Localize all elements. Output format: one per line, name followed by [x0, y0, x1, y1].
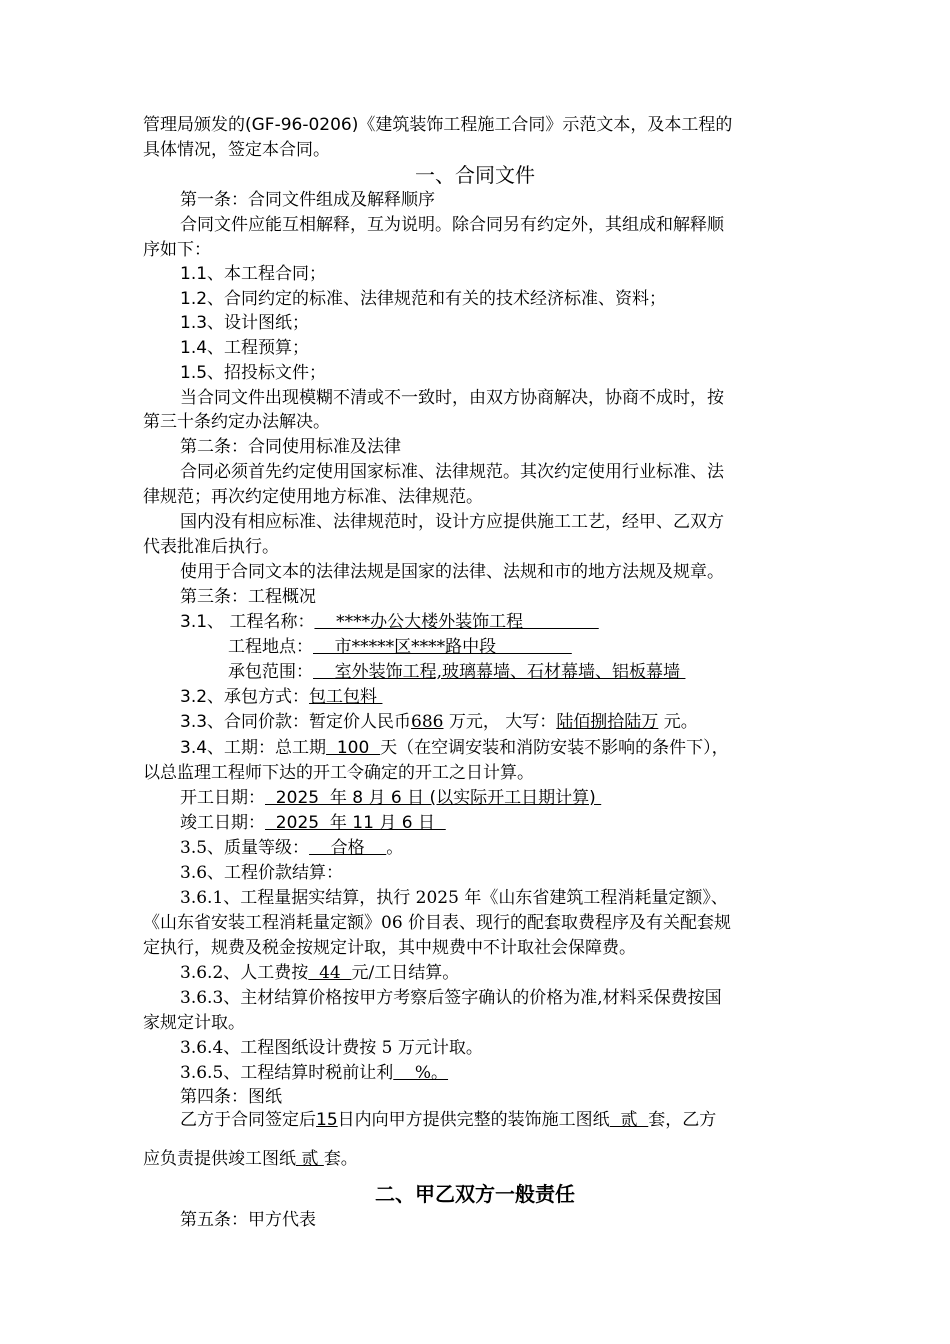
quality-value: 合格 — [309, 838, 387, 858]
article-4-line-1: 乙方于合同签定后15日内向甲方提供完整的装饰施工图纸 贰 套，乙方 — [180, 1110, 717, 1130]
article-1-title: 第一条：合同文件组成及解释顺序 — [180, 190, 435, 210]
article-1-item: 1.4、工程预算； — [180, 338, 310, 358]
discount-value: %。 — [393, 1063, 449, 1083]
settlement-1-line-3: 定执行，规费及税金按规定计取，其中规费中不计取社会保障费。 — [143, 938, 636, 958]
contract-mode-value: 包工包料 — [309, 687, 383, 707]
project-site-value: 市*****区****路中段 — [313, 637, 572, 657]
project-site-row: 工程地点： 市*****区****路中段 — [228, 637, 572, 657]
article-4-title: 第四条：图纸 — [180, 1087, 282, 1107]
settlement-3-line-2: 家规定计取。 — [143, 1013, 245, 1033]
start-date-value: 2025 年 8 月 6 日 (以实际开工日期计算) — [265, 788, 602, 808]
settlement-1-line-2: 《山东省安装工程消耗量定额》06 价目表、现行的配套取费程序及有关配套规 — [143, 913, 732, 933]
settlement-5: 3.6.5、工程结算时税前让利 %。 — [180, 1063, 449, 1083]
article-1-item: 1.2、合同约定的标准、法律规范和有关的技术经济标准、资料； — [180, 289, 667, 309]
end-date-row: 竣工日期： 2025 年 11 月 6 日 — [180, 813, 446, 833]
project-scope-value: 室外装饰工程,玻璃幕墙、石材幕墙、铝板幕墙 — [313, 662, 686, 682]
article-1-paragraph-1-line-2: 序如下： — [143, 240, 211, 260]
section-2-heading: 二、甲乙双方一般责任 — [375, 1182, 575, 1206]
quality-row: 3.5、质量等级： 合格 。 — [180, 838, 404, 858]
period-value: 100 — [326, 738, 381, 758]
period-row-line-2: 以总监理工程师下达的开工令确定的开工之日计算。 — [143, 763, 534, 783]
drawing-sets-value: 贰 — [609, 1110, 649, 1130]
article-1-paragraph-2-line-2: 第三十条约定办法解决。 — [143, 412, 330, 432]
article-1-paragraph-2-line-1: 当合同文件出现模糊不清或不一致时，由双方协商解决，协商不成时，按 — [180, 388, 724, 408]
article-2-paragraph-1-line-1: 合同必须首先约定使用国家标准、法律规范。其次约定使用行业标准、法 — [180, 462, 724, 482]
period-row: 3.4、工期：总工期 100 天（在空调安装和消防安装不影响的条件下）， — [180, 738, 729, 758]
project-scope-row: 承包范围： 室外装饰工程,玻璃幕墙、石材幕墙、铝板幕墙 — [228, 662, 686, 682]
article-1-item: 1.3、设计图纸； — [180, 313, 310, 333]
article-1-item: 1.5、招投标文件； — [180, 363, 327, 383]
article-1-item: 1.1、本工程合同； — [180, 264, 327, 284]
article-2-paragraph-3: 使用于合同文本的法律法规是国家的法律、法规和市的地方法规及规章。 — [180, 562, 724, 582]
labor-rate-value: 44 — [308, 963, 352, 983]
section-1-heading: 一、合同文件 — [415, 163, 535, 187]
project-name-value: ****办公大楼外装饰工程 — [314, 612, 599, 632]
article-4-line-2: 应负责提供竣工图纸 贰 套。 — [143, 1149, 358, 1169]
article-2-paragraph-2-line-2: 代表批准后执行。 — [143, 537, 279, 557]
start-date-row: 开工日期： 2025 年 8 月 6 日 (以实际开工日期计算) — [180, 788, 602, 808]
contract-price-words: 陆佰捌拾陆万 — [556, 712, 659, 732]
settlement-4: 3.6.4、工程图纸设计费按 5 万元计取。 — [180, 1038, 483, 1058]
contract-price-row: 3.3、合同价款：暂定价人民币686 万元， 大写：陆佰捌拾陆万 元。 — [180, 712, 698, 732]
settlement-1-line-1: 3.6.1、工程量据实结算，执行 2025 年《山东省建筑工程消耗量定额》、 — [180, 888, 728, 908]
contract-price-value: 686 — [411, 712, 444, 732]
article-5-title: 第五条：甲方代表 — [180, 1210, 316, 1230]
project-name-row: 3.1、 工程名称： ****办公大楼外装饰工程 — [180, 612, 599, 632]
contract-mode-row: 3.2、承包方式：包工包料 — [180, 687, 383, 707]
article-3-title: 第三条：工程概况 — [180, 587, 316, 607]
as-built-sets-value: 贰 — [296, 1149, 324, 1169]
article-1-paragraph-1-line-1: 合同文件应能互相解释，互为说明。除合同另有约定外，其组成和解释顺 — [180, 215, 724, 235]
article-2-paragraph-1-line-2: 律规范；再次约定使用地方标准、法律规范。 — [143, 487, 483, 507]
drawing-days-value: 15 — [316, 1110, 338, 1130]
intro-line-2: 具体情况，签定本合同。 — [143, 140, 330, 160]
article-2-title: 第二条：合同使用标准及法律 — [180, 437, 401, 457]
settlement-title: 3.6、工程价款结算： — [180, 863, 344, 883]
settlement-3-line-1: 3.6.3、主材结算价格按甲方考察后签字确认的价格为准,材料采保费按国 — [180, 988, 722, 1008]
settlement-2: 3.6.2、人工费按 44 元/工日结算。 — [180, 963, 460, 983]
end-date-value: 2025 年 11 月 6 日 — [265, 813, 446, 833]
article-2-paragraph-2-line-1: 国内没有相应标准、法律规范时，设计方应提供施工工艺，经甲、乙双方 — [180, 512, 724, 532]
intro-line-1: 管理局颁发的(GF-96-0206)《建筑装饰工程施工合同》示范文本，及本工程的 — [143, 115, 733, 135]
